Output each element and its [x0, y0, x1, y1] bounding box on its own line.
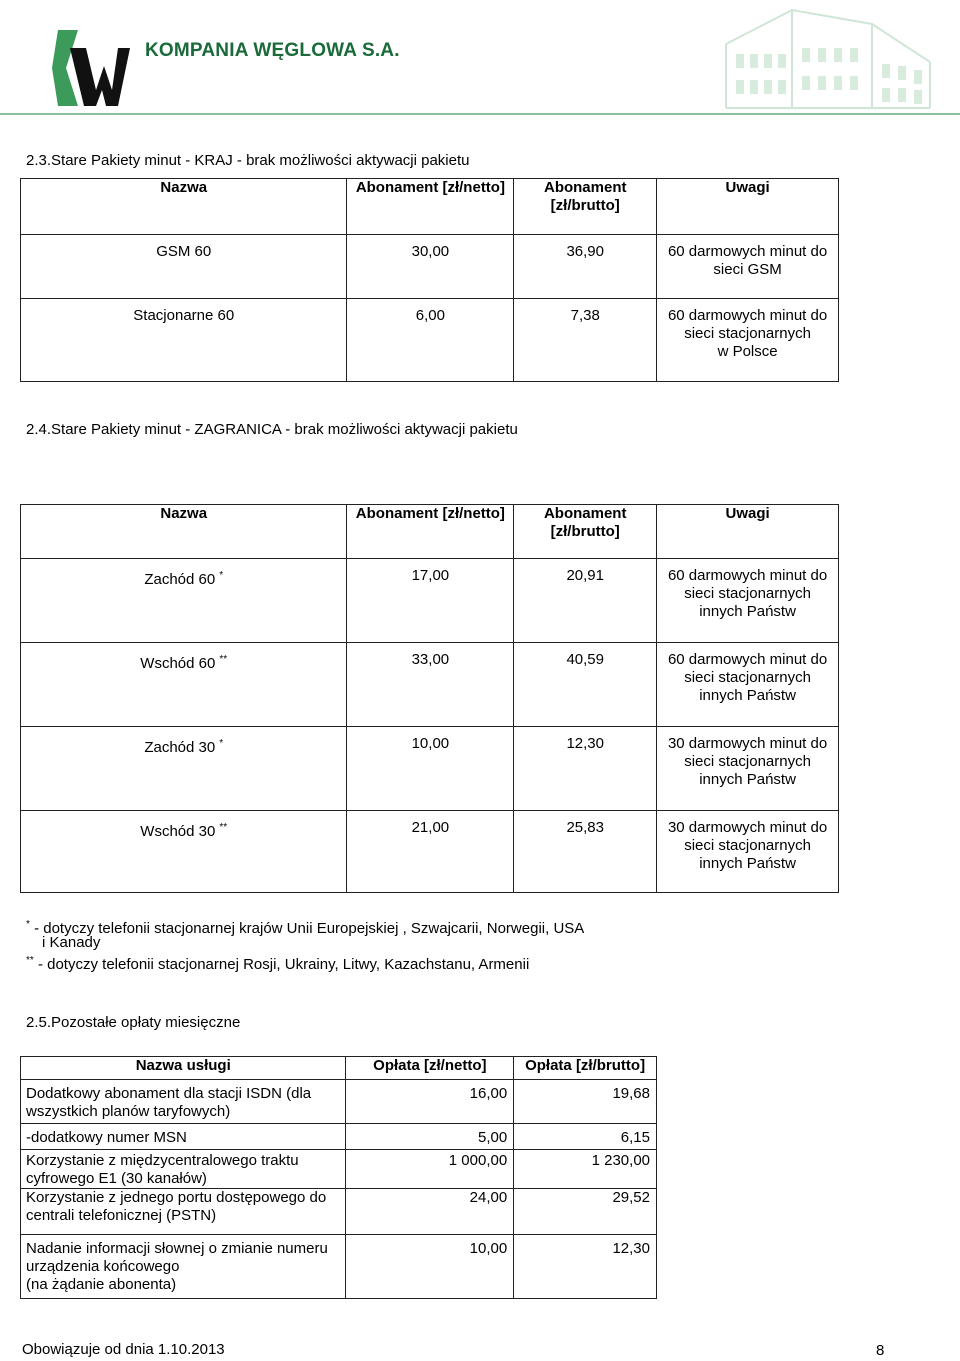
col-header-brutto: Abonament [zł/brutto] — [514, 179, 657, 235]
col-header-notes: Uwagi — [657, 505, 839, 559]
table-row — [21, 811, 839, 893]
table-row — [21, 1189, 657, 1235]
table-row — [21, 1235, 657, 1299]
cell-brutto: 19,68 — [514, 1080, 657, 1124]
table-packages-domestic — [20, 178, 839, 382]
footnote-marker: ** — [219, 654, 228, 665]
section-title-2-3: 2.3.Stare Pakiety minut - KRAJ - brak możliwości aktywacji pakietu — [26, 152, 470, 169]
footnote-2-marker: ** — [26, 955, 34, 966]
table-row — [21, 643, 839, 727]
cell-brutto: 1 230,00 — [514, 1150, 657, 1189]
footnote-2: ** - dotyczy telefonii stacjonarnej Rosji, Ukrainy, Litwy, Kazachstanu, Armenii — [26, 955, 530, 973]
section-title-2-4: 2.4.Stare Pakiety minut - ZAGRANICA - brak możliwości aktywacji pakietu — [26, 421, 518, 438]
cell-note: 30 darmowych minut do sieci stacjonarnych innych Państw — [657, 811, 839, 893]
table-header-row — [21, 179, 839, 235]
cell-note: 60 darmowych minut do sieci stacjonarnych innych Państw — [657, 559, 839, 643]
cell-service: -dodatkowy numer MSN — [21, 1124, 346, 1150]
col-header-brutto: Abonament [zł/brutto] — [514, 505, 657, 559]
table-row — [21, 1124, 657, 1150]
cell-service: Dodatkowy abonament dla stacji ISDN (dla wszystkich planów taryfowych) — [21, 1080, 346, 1124]
cell-netto: 10,00 — [346, 1235, 514, 1299]
cell-service: Korzystanie z jednego portu dostępowego do centrali telefonicznej (PSTN) — [21, 1189, 346, 1235]
cell-brutto: 12,30 — [514, 1235, 657, 1299]
validity-date: Obowiązuje od dnia 1.10.2013 — [22, 1341, 225, 1358]
cell-service: Korzystanie z międzycentralowego traktu cyfrowego E1 (30 kanałów) — [21, 1150, 346, 1189]
footnote-marker: ** — [219, 822, 228, 833]
cell-brutto: 40,59 — [514, 643, 657, 727]
cell-brutto: 29,52 — [514, 1189, 657, 1235]
cell-brutto: 20,91 — [514, 559, 657, 643]
cell-netto: 17,00 — [347, 559, 514, 643]
header-divider — [0, 113, 960, 115]
table-row — [21, 559, 839, 643]
cell-name: Wschód 60 ** — [21, 643, 347, 727]
table-row — [21, 299, 839, 382]
col-header-netto: Opłata [zł/netto] — [346, 1057, 514, 1080]
cell-brutto: 25,83 — [514, 811, 657, 893]
building-illustration-icon — [722, 4, 934, 112]
table-header-row — [21, 505, 839, 559]
footnote-marker: * — [219, 738, 224, 749]
col-header-service: Nazwa usługi — [21, 1057, 346, 1080]
cell-name: GSM 60 — [21, 235, 347, 299]
cell-brutto: 7,38 — [514, 299, 657, 382]
col-header-brutto: Opłata [zł/brutto] — [514, 1057, 657, 1080]
cell-netto: 5,00 — [346, 1124, 514, 1150]
table-header-row — [21, 1057, 657, 1080]
table-row — [21, 727, 839, 811]
kw-logo-icon — [52, 28, 130, 108]
company-name: KOMPANIA WĘGLOWA S.A. — [145, 40, 400, 61]
cell-brutto: 12,30 — [514, 727, 657, 811]
table-packages-foreign — [20, 504, 839, 893]
col-header-notes: Uwagi — [657, 179, 839, 235]
col-header-name: Nazwa — [21, 505, 347, 559]
cell-netto: 24,00 — [346, 1189, 514, 1235]
page-number: 8 — [876, 1342, 885, 1359]
table-row — [21, 235, 839, 299]
table-other-fees — [20, 1056, 657, 1299]
cell-note: 60 darmowych minut do sieci stacjonarnych w Polsce — [657, 299, 839, 382]
col-header-netto: Abonament [zł/netto] — [347, 505, 514, 559]
cell-service: Nadanie informacji słownej o zmianie numeru urządzenia końcowego (na żądanie abonenta) — [21, 1235, 346, 1299]
cell-brutto: 6,15 — [514, 1124, 657, 1150]
col-header-name: Nazwa — [21, 179, 347, 235]
footnote-1-marker: * — [26, 919, 30, 930]
cell-netto: 21,00 — [347, 811, 514, 893]
cell-name: Zachód 30 * — [21, 727, 347, 811]
footnote-1-continuation: i Kanady — [42, 934, 101, 951]
footnote-marker: * — [219, 570, 224, 581]
cell-note: 60 darmowych minut do sieci stacjonarnych innych Państw — [657, 643, 839, 727]
table-row — [21, 1150, 657, 1189]
section-title-2-5: 2.5.Pozostałe opłaty miesięczne — [26, 1014, 241, 1031]
cell-netto: 6,00 — [347, 299, 514, 382]
cell-netto: 10,00 — [347, 727, 514, 811]
cell-netto: 30,00 — [347, 235, 514, 299]
cell-name: Zachód 60 * — [21, 559, 347, 643]
cell-netto: 16,00 — [346, 1080, 514, 1124]
cell-brutto: 36,90 — [514, 235, 657, 299]
cell-netto: 1 000,00 — [346, 1150, 514, 1189]
cell-note: 30 darmowych minut do sieci stacjonarnych innych Państw — [657, 727, 839, 811]
cell-note: 60 darmowych minut do sieci GSM — [657, 235, 839, 299]
cell-name: Stacjonarne 60 — [21, 299, 347, 382]
cell-name: Wschód 30 ** — [21, 811, 347, 893]
cell-netto: 33,00 — [347, 643, 514, 727]
table-row — [21, 1080, 657, 1124]
col-header-netto: Abonament [zł/netto] — [347, 179, 514, 235]
footnote-1: * - dotyczy telefonii stacjonarnej krajów Unii Europejskiej , Szwajcarii, Norwegii, USA — [26, 919, 585, 937]
